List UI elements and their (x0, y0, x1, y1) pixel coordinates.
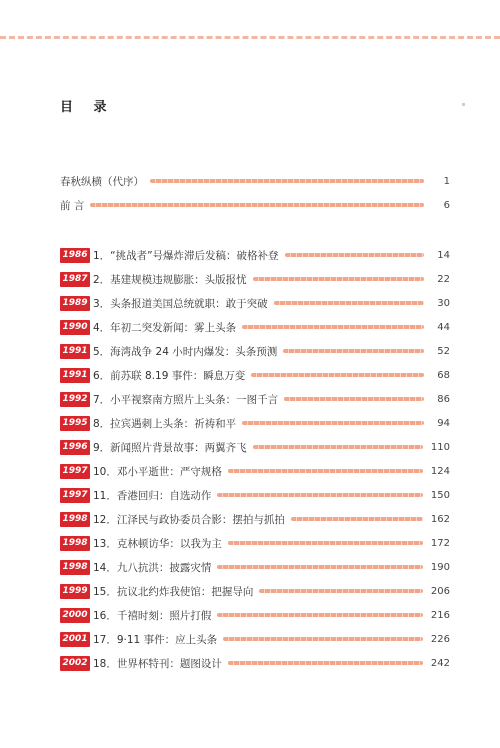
year-badge: 1998 (60, 536, 90, 551)
dot-leader (242, 325, 424, 329)
toc-chapter-entry[interactable] (60, 294, 450, 312)
page-number: 1 (443, 175, 450, 187)
toc-chapter-entry[interactable] (60, 582, 450, 600)
year-badge: 2000 (60, 608, 90, 623)
entry-title: 11．香港回归：自选动作 (93, 489, 212, 502)
entry-title: 13．克林顿访华：以我为主 (93, 537, 222, 550)
year-badge: 1999 (60, 584, 90, 599)
dot-leader (291, 517, 423, 521)
page-number: 162 (430, 513, 450, 525)
toc-chapter-entry[interactable] (60, 654, 450, 672)
entry-title: 15．抗议北约炸我使馆：把握导向 (93, 585, 254, 598)
dot-leader (223, 637, 423, 641)
dot-leader (228, 469, 423, 473)
toc-chapter-entry[interactable] (60, 510, 450, 528)
year-badge: 1990 (60, 320, 90, 335)
entry-title: 1．“挑战者”号爆炸滞后发稿：破格补登 (93, 249, 279, 262)
dot-leader (253, 277, 424, 281)
toc-chapter-entry[interactable] (60, 630, 450, 648)
entry-title: 16．千禧时刻：照片打假 (93, 609, 212, 622)
entry-title: 4．年初二突发新闻：雾上头条 (93, 321, 237, 334)
entry-title: 10．邓小平逝世：严守规格 (93, 465, 222, 478)
toc-chapter-entry[interactable] (60, 366, 450, 384)
toc-chapter-entry[interactable] (60, 318, 450, 336)
dot-leader (217, 613, 423, 617)
year-badge: 1998 (60, 560, 90, 575)
entry-title: 12．江泽民与政协委员合影：摆拍与抓拍 (93, 513, 285, 526)
page-number: 206 (430, 585, 450, 597)
page-number: 190 (430, 561, 450, 573)
year-badge: 1987 (60, 272, 90, 287)
dot-leader (90, 203, 424, 207)
toc-front-entry[interactable] (60, 172, 450, 190)
dot-leader (274, 301, 424, 305)
dot-leader (228, 661, 423, 665)
page-number: 226 (430, 633, 450, 645)
page-number: 44 (437, 321, 450, 333)
page-number: 94 (437, 417, 450, 429)
dot-leader (284, 397, 424, 401)
dot-leader (242, 421, 424, 425)
year-badge: 1989 (60, 296, 90, 311)
toc-chapter-entry[interactable] (60, 606, 450, 624)
year-badge: 2001 (60, 632, 90, 647)
dot-leader (251, 373, 424, 377)
year-badge: 1998 (60, 512, 90, 527)
entry-title: 8．拉宾遇刺上头条：祈祷和平 (93, 417, 237, 430)
year-badge: 2002 (60, 656, 90, 671)
top-dashed-rule (0, 36, 500, 39)
year-badge: 1996 (60, 440, 90, 455)
entry-title: 前 言 (60, 199, 85, 212)
year-badge: 1995 (60, 416, 90, 431)
year-badge: 1991 (60, 368, 90, 383)
entry-title: 17．9·11 事件：应上头条 (93, 633, 218, 646)
dot-leader (285, 253, 424, 257)
dot-leader (283, 349, 424, 353)
page-number: 68 (437, 369, 450, 381)
page-number: 172 (430, 537, 450, 549)
toc-chapter-entry[interactable] (60, 390, 450, 408)
entry-title: 2．基建规模违规膨胀：头版报忧 (93, 273, 247, 286)
entry-title: 3．头条报道美国总统就职：敢于突破 (93, 297, 268, 310)
dot-leader (150, 179, 424, 183)
toc-chapter-entry[interactable] (60, 270, 450, 288)
year-badge: 1992 (60, 392, 90, 407)
dot-leader (253, 445, 423, 449)
entry-title: 9．新闻照片背景故事：两翼齐飞 (93, 441, 247, 454)
year-badge: 1991 (60, 344, 90, 359)
page-number: 22 (437, 273, 450, 285)
dot-leader (217, 493, 423, 497)
entry-title: 春秋纵横（代序） (60, 175, 144, 188)
entry-title: 7．小平视察南方照片上头条：一图千言 (93, 393, 279, 406)
dot-leader (217, 565, 423, 569)
year-badge: 1997 (60, 488, 90, 503)
toc-chapter-entry[interactable] (60, 342, 450, 360)
year-badge: 1997 (60, 464, 90, 479)
page-mark (462, 103, 465, 106)
toc-chapter-entry[interactable] (60, 462, 450, 480)
entry-title: 18．世界杯特刊：题图设计 (93, 657, 222, 670)
dot-leader (228, 541, 423, 545)
page-number: 30 (437, 297, 450, 309)
toc-title: 目 录 (60, 100, 115, 115)
page-number: 6 (443, 199, 450, 211)
page-number: 86 (437, 393, 450, 405)
entry-title: 6．前苏联 8.19 事件：瞬息万变 (93, 369, 246, 382)
entry-title: 5．海湾战争 24 小时内爆发：头条预测 (93, 345, 278, 358)
toc-front-entry[interactable] (60, 196, 450, 214)
entry-title: 14．九八抗洪：披露灾情 (93, 561, 212, 574)
dot-leader (259, 589, 423, 593)
year-badge: 1986 (60, 248, 90, 263)
toc-chapter-entry[interactable] (60, 414, 450, 432)
page-number: 52 (437, 345, 450, 357)
page-number: 216 (430, 609, 450, 621)
page-number: 242 (430, 657, 450, 669)
page-number: 124 (430, 465, 450, 477)
toc-chapter-entry[interactable] (60, 246, 450, 264)
toc-chapter-entry[interactable] (60, 534, 450, 552)
page-number: 110 (430, 441, 450, 453)
page-number: 150 (430, 489, 450, 501)
toc-chapter-entry[interactable] (60, 438, 450, 456)
toc-chapter-entry[interactable] (60, 486, 450, 504)
page-number: 14 (437, 249, 450, 261)
toc-chapter-entry[interactable] (60, 558, 450, 576)
